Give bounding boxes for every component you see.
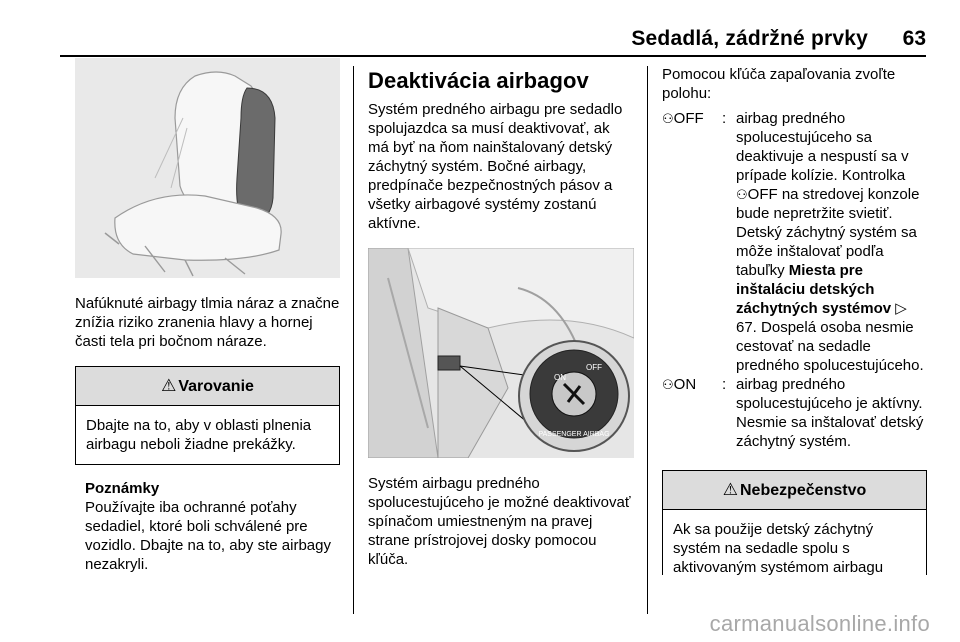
child-seat-table-link[interactable]: Miesta pre inštaláciu detských záchytných systémov <box>736 262 892 317</box>
seat-airbag-illustration <box>75 58 340 278</box>
danger-icon: ⚠ <box>722 480 738 499</box>
warning-icon: ⚠ <box>161 376 177 395</box>
position-on-term <box>662 375 722 451</box>
column-divider-right <box>647 66 648 614</box>
column-divider-left <box>353 66 354 614</box>
page-ref-icon: ▷ <box>895 300 907 317</box>
airbag-switch-illustration <box>368 248 634 458</box>
warning-header <box>76 367 339 406</box>
column-3 <box>662 58 927 575</box>
switch-caption: Systém airbagu predného spolucestujúceho je možné deaktivovať spínačom umiestneným na pravej strane prístrojovej dosky pomocou kľúča. <box>368 475 631 568</box>
note-block <box>75 479 340 574</box>
seat-caption: Nafúknuté airbagy tlmia náraz a značne znížia riziko zranenia hlavy a hornej časti tela pri bočnom náraze. <box>75 295 340 350</box>
position-on-description: airbag predného spolucestujúceho je aktívny. Nesmie sa inštalovať detský záchytný systém. <box>736 376 924 450</box>
switch-plate-label: PASSENGER AIRBAG <box>538 431 610 438</box>
page-number: 63 <box>902 27 926 50</box>
page-title: Sedadlá, zádržné prvky <box>631 27 868 50</box>
airbag-on-icon: ⚇ <box>662 377 674 392</box>
warning-box <box>75 366 340 465</box>
off-def-text-3: 67. Dospelá osoba nesmie cestovať na sedadle predného spolucestujúceho. <box>736 319 924 374</box>
position-off-term <box>662 109 722 375</box>
warning-title: Varovanie <box>178 378 254 395</box>
colon-separator: : <box>722 376 727 393</box>
position-on-label: ON <box>673 376 697 393</box>
column-1 <box>75 58 340 574</box>
column-2 <box>368 58 634 569</box>
position-list <box>662 109 927 451</box>
position-off-label: OFF <box>673 110 704 127</box>
danger-box <box>662 470 927 575</box>
danger-header <box>663 471 926 510</box>
colon-separator: : <box>722 110 727 127</box>
section-intro: Systém predného airbagu pre sedadlo spolujazdca sa musí deaktivovať, ak má byť na ňom nainštalovaný detský záchytný systém. Bočné airbagy, predpínače bezpečnostných pásov a všetky airbagové systémy zostanú aktívne. <box>368 101 623 232</box>
position-off-description <box>736 109 927 375</box>
note-text: Používajte iba ochranné poťahy sedadiel, ktoré boli schválené pre vozidlo. Dbajte na to, aby ste airbagy nezakryli. <box>85 499 331 573</box>
position-off <box>662 109 927 375</box>
position-intro: Pomocou kľúča zapaľovania zvoľte polohu: <box>662 66 896 102</box>
switch-off-label: OFF <box>586 363 602 372</box>
airbag-off-icon: ⚇ <box>662 111 674 126</box>
seat-airbag-icon <box>75 58 340 278</box>
page-header <box>60 0 926 56</box>
note-title: Poznámky <box>85 480 160 497</box>
watermark: carmanualsonline.info <box>709 611 930 636</box>
off-def-text-1: airbag predného spolucestujúceho sa deaktivuje a nespustí sa v prípade kolízie. Kontrolka <box>736 110 909 184</box>
warning-text: Dbajte na to, aby v oblasti plnenia airbagu neboli žiadne prekážky. <box>86 417 312 453</box>
off-def-icon-text: OFF <box>747 186 778 203</box>
position-on <box>662 375 927 451</box>
danger-text: Ak sa použije detský záchytný systém na sedadle spolu s aktivovaným systémom airbagu <box>673 521 884 576</box>
airbag-off-indicator-icon: ⚇ <box>736 187 748 202</box>
section-heading: Deaktivácia airbagov <box>368 68 589 93</box>
danger-title: Nebezpečenstvo <box>739 482 867 499</box>
switch-on-label: ON <box>554 373 566 382</box>
off-def-text-2: na stredovej konzole bude nepretržite svietiť. Detský záchytný systém sa môže inštalovať podľa tabuľky <box>736 186 920 279</box>
airbag-switch-icon <box>368 248 634 458</box>
header-rule <box>60 55 926 57</box>
